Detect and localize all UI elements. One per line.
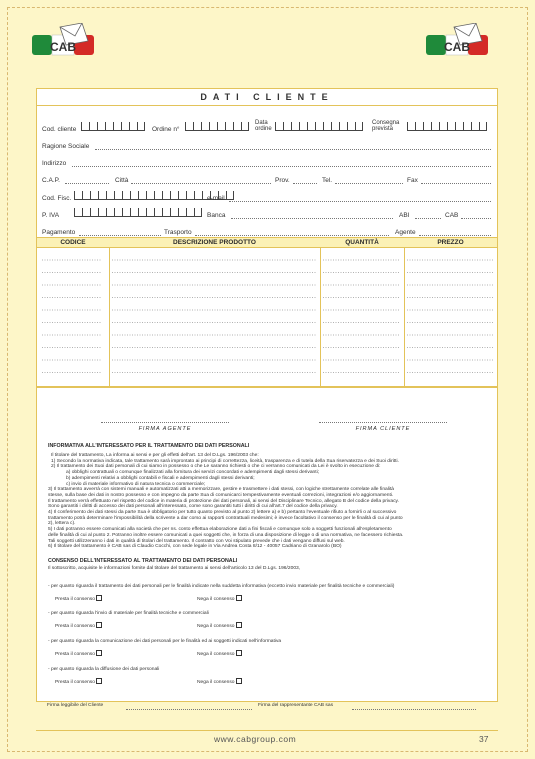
consenso-intro: Il sottoscritto, acquisite le informazioni fornite dal titolare del trattamento ai sensi dell'articolo 13 del D.Lgs. 196/2003, [48, 566, 301, 571]
nega-checkbox-3 [236, 650, 242, 656]
email-label: e-mail [207, 195, 225, 202]
col-quantita: QUANTITÀ [345, 239, 379, 246]
nega-consenso-4[interactable]: Nega il consenso [197, 678, 242, 686]
prov-field[interactable] [293, 183, 317, 184]
nega-checkbox-2 [236, 622, 242, 628]
consegna-boxes[interactable] [407, 122, 487, 131]
presta-consenso-2[interactable]: Presta il consenso [55, 622, 102, 630]
tel-field[interactable] [335, 183, 403, 184]
abi-field[interactable] [415, 218, 441, 219]
citta-field[interactable] [131, 183, 271, 184]
presta-checkbox-4 [96, 678, 102, 684]
consenso-item-1: - per quanto riguarda il trattamento dei dati personali per le finalità indicate nella suddetta informativa (eccetto invio materiale per finalità tecniche e commerciali) [48, 584, 395, 589]
ordine-label: Ordine n° [152, 126, 180, 133]
data-ordine-label-2: ordine [255, 126, 272, 132]
indirizzo-field[interactable] [72, 166, 491, 167]
fax-field[interactable] [421, 183, 491, 184]
tel-label: Tel. [322, 177, 333, 184]
informativa-text: Il titolare del trattamento, La informa ai sensi e per gli effetti dell'art. 13 del D.Lgs. 196/2003 che: 1) Secondo la normativa indicata, tale trattamento sarà improntato ai principi di correttezza, liceità, trasparenza e di tutela della Sua riservatezza e dei Suoi diritti. 2) Il trattamento dei Suoi dati personali di cui siamo in possesso o che Le saranno richiesti o che ci verranno comunicati da Lei è svolto in esecuzione di: a) obblighi contrattuali o comunque finalizzati alla fornitura dei servizi concordati e adempimenti dagli stessi derivanti; b) adempimenti relativi a obblighi contabili e fiscali e adempimenti dagli stessi derivanti; c) invio di materiale informativo di natura tecnica o commerciale; 3) Il trattamento avverrà con sistemi manuali e automatizzati atti a memorizzare, gestire e trasmettere i dati stessi, con logiche strettamente correlate alle finalità stesse, sulla base dei dati in nostro possesso e con impegno da parte Sua di comunicarci tempestivamente eventuali correzioni, integrazioni e/o aggiornamenti. Il trattamento verrà effettuato nel rispetto del codice in materia di protezione dei dati personali, ai sensi del Disciplinare Tecnico, allegato B del codice della privacy. Sono garantiti i diritti di accesso dei dati personali all'interessato, come sono garantiti tutti i diritti di cui all'art.7 del codice della privacy. 4) Il conferimento dei dati stessi da parte Sua è obbligatorio per tutto quanto previsto al punto 2) lettere a) e b) pertanto l'eventuale rifiuto a fornirli o al successivo trattamento potrà determinare l'impossibilità della scrivente a dar corso ai rapporti contrattuali medesimi; è invece facoltativo il consenso per le finalità di cui al punto 2), lettera c). 5) I dati potranno essere comunicati alla società che per ns. conto effettua elaborazione dati a fini fiscali e comunque solo a soggetti funzionali all'espletamento delle finalità di cui al punto 2. Potranno inoltre essere comunicati a quei soggetti che, in forza di una disposizione di legge o di una normativa, ne facessero richiesta. Tali soggetti utilizzeranno i dati in qualità di titolari del trattamento. Il contratto con Voi stipulato prevede che i dati vengano diffusi sul web. 6) Il titolare del trattamento è CAB sas di Claudio Cocchi, con sede legale in Via Andrea Costa 8/12 - 40057 Cadriano di Granarolo (BO) [48, 453, 404, 550]
trasporto-field[interactable] [195, 235, 389, 236]
col-codice: CODICE [60, 239, 86, 246]
abi-label: ABI [399, 212, 410, 219]
firma-agente-label: FIRMA AGENTE [138, 426, 192, 432]
svg-text:CAB: CAB [50, 40, 76, 54]
nega-consenso-2[interactable]: Nega il consenso [197, 622, 242, 630]
fax-label: Fax [407, 177, 418, 184]
pagamento-field[interactable] [79, 235, 161, 236]
nega-checkbox-4 [236, 678, 242, 684]
cab-field[interactable] [461, 218, 491, 219]
trasporto-label: Trasporto [164, 229, 192, 236]
col-prezzo: PREZZO [437, 239, 464, 246]
form-title: DATI CLIENTE [37, 89, 497, 106]
cab-logo-left [30, 23, 98, 61]
pagamento-label: Pagamento [42, 229, 76, 236]
data-ordine-label-1: Data [255, 120, 268, 126]
agente-label: Agente [395, 229, 416, 236]
cap-label: C.A.P. [42, 177, 60, 184]
cab-label: CAB [445, 212, 459, 219]
firma-leggibile-label: Firma leggibile del Cliente [47, 703, 104, 708]
indirizzo-label: Indirizzo [42, 160, 67, 167]
piva-label: P. IVA [42, 212, 60, 219]
cap-field[interactable] [65, 183, 109, 184]
nega-consenso-1[interactable]: Nega il consenso [197, 595, 242, 603]
firma-leggibile-field[interactable] [126, 709, 252, 710]
website-link[interactable]: www.cabgroup.com [214, 734, 297, 744]
firma-agente-line[interactable] [101, 422, 229, 423]
consenso-item-4: - per quanto riguarda la diffusione dei dati personali [48, 667, 160, 672]
nega-checkbox-1 [236, 595, 242, 601]
cod-cliente-label: Cod. cliente [42, 126, 77, 133]
consegna-label-2: prevista [372, 126, 394, 132]
presta-checkbox-2 [96, 622, 102, 628]
agente-field[interactable] [419, 235, 491, 236]
firma-cliente-label: FIRMA CLIENTE [355, 426, 411, 432]
presta-checkbox-3 [96, 650, 102, 656]
banca-label: Banca [207, 212, 226, 219]
privacy-section [36, 386, 498, 702]
email-field[interactable] [229, 201, 491, 202]
presta-consenso-3[interactable]: Presta il consenso [55, 650, 102, 658]
presta-checkbox-1 [96, 595, 102, 601]
product-table-header [37, 237, 497, 248]
cab-logo-right [424, 23, 492, 61]
ordine-boxes[interactable] [185, 122, 249, 131]
banca-field[interactable] [231, 218, 393, 219]
piva-boxes[interactable] [74, 208, 202, 217]
firma-cliente-line[interactable] [319, 422, 447, 423]
presta-consenso-1[interactable]: Presta il consenso [55, 595, 102, 603]
product-table-rows [36, 248, 498, 386]
citta-label: Città [115, 177, 129, 184]
ragione-sociale-label: Ragione Sociale [42, 143, 90, 150]
svg-text:CAB: CAB [444, 40, 470, 54]
ragione-sociale-field[interactable] [95, 149, 491, 150]
page-footer [36, 730, 498, 746]
consenso-heading: CONSENSO DELL'INTERESSATO AL TRATTAMENTO DEI DATI PERSONALI [48, 558, 238, 564]
page-number: 37 [479, 734, 489, 744]
prov-label: Prov. [275, 177, 290, 184]
firma-cab-field[interactable] [352, 709, 476, 710]
col-descrizione: DESCRIZIONE PRODOTTO [173, 239, 256, 246]
consenso-item-3: - per quanto riguarda la comunicazione dei dati personali per le finalità ed ai soggetti indicati nell'informativa [48, 639, 282, 644]
nega-consenso-3[interactable]: Nega il consenso [197, 650, 242, 658]
cod-fisc-label: Cod. Fisc. [42, 195, 72, 202]
informativa-heading: INFORMATIVA ALL'INTERESSATO PER IL TRATTAMENTO DEI DATI PERSONALI [48, 443, 250, 449]
cod-cliente-boxes[interactable] [81, 122, 145, 131]
firma-cab-label: Firma del rappresentante CAB sas [258, 703, 334, 708]
presta-consenso-4[interactable]: Presta il consenso [55, 678, 102, 686]
consenso-item-2: - per quanto riguarda l'invio di materiale per finalità tecniche e commerciali [48, 611, 209, 616]
consegna-label-1: Consegna [372, 120, 400, 126]
data-ordine-boxes[interactable] [275, 122, 363, 131]
